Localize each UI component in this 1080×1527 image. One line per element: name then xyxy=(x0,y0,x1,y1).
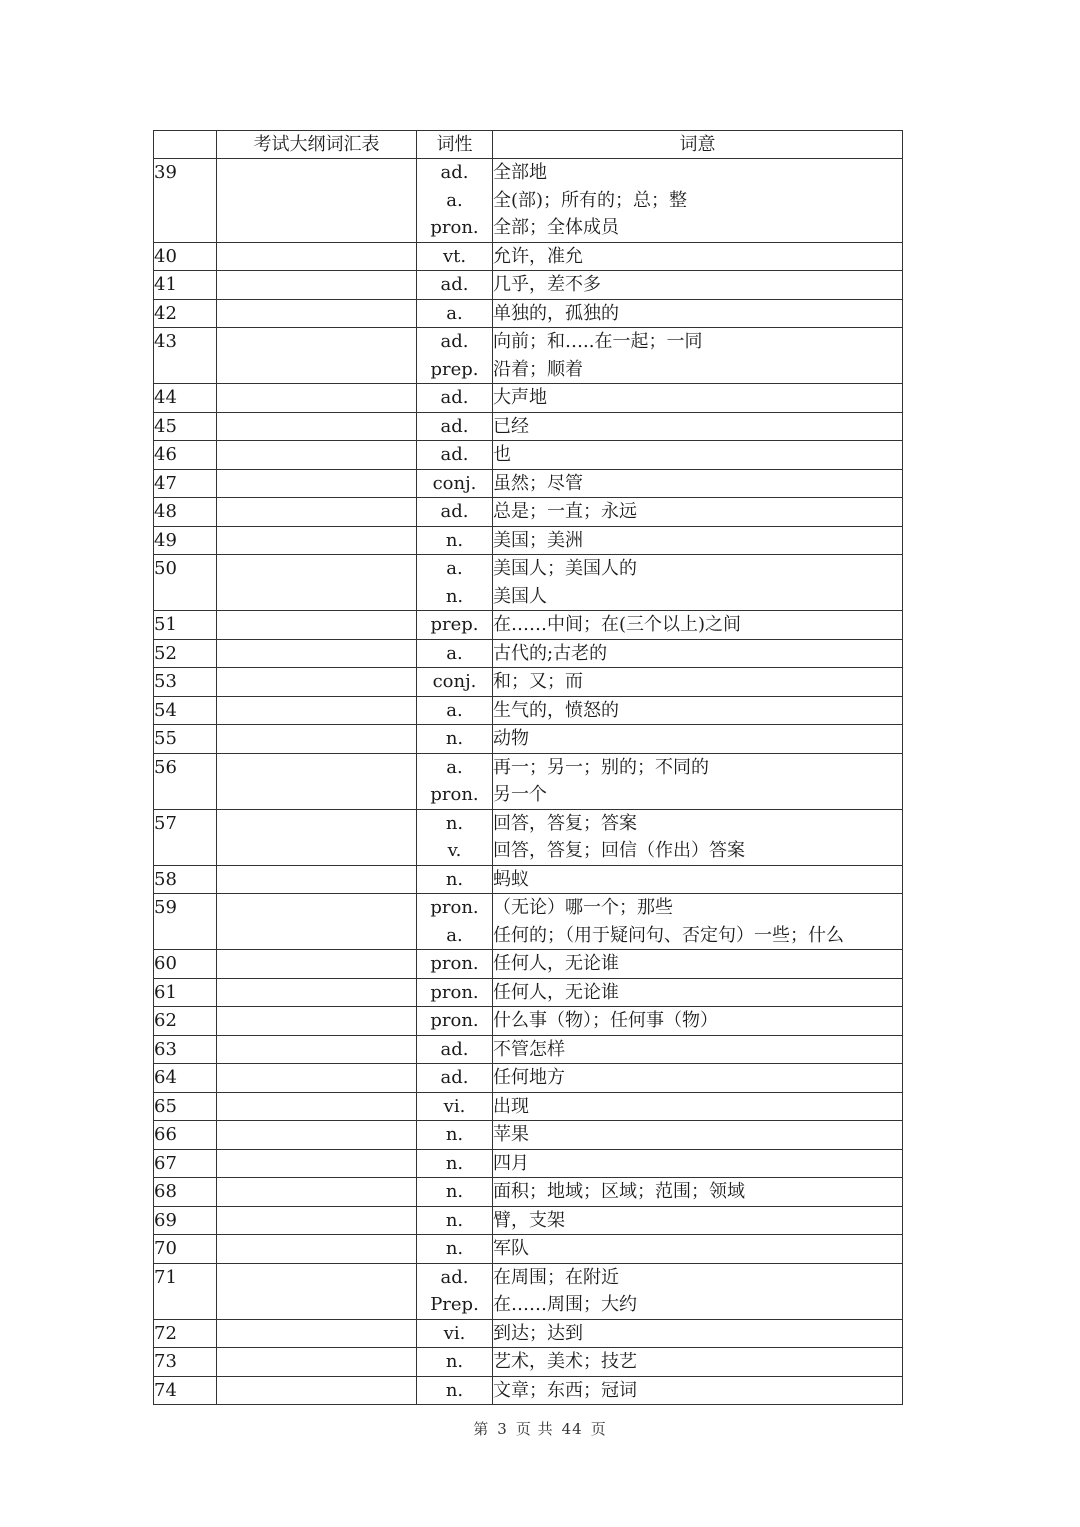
table-row xyxy=(154,271,903,300)
word-cell xyxy=(217,412,417,441)
pos-cell xyxy=(417,441,493,470)
word-cell xyxy=(217,555,417,611)
row-number: 47 xyxy=(154,469,217,498)
pos-label: vt. xyxy=(442,245,467,267)
pos-label: n. xyxy=(445,1181,464,1202)
meaning-text: 军队 xyxy=(493,1238,529,1259)
row-number: 73 xyxy=(154,1348,217,1377)
meaning-text: 文章；东西；冠词 xyxy=(493,1379,637,1401)
table-row xyxy=(154,1007,903,1036)
header-word-cell: 考试大纲词汇表 xyxy=(217,131,417,159)
row-number: 74 xyxy=(154,1376,217,1405)
pos-cell xyxy=(417,299,493,328)
meaning-cell xyxy=(493,384,903,413)
word-cell xyxy=(217,384,417,413)
pos-label: a. xyxy=(446,189,463,211)
meaning-text: 面积；地域；区域；范围；领域 xyxy=(493,1181,745,1202)
pos-label: n. xyxy=(445,1124,464,1145)
table-row xyxy=(154,753,903,809)
row-number: 45 xyxy=(154,412,217,441)
row-number: 50 xyxy=(154,555,217,611)
pos-cell xyxy=(417,1206,493,1235)
word-cell xyxy=(217,1376,417,1405)
meaning-cell xyxy=(493,1206,903,1235)
pos-label: n. xyxy=(445,1238,464,1259)
word-cell xyxy=(217,611,417,640)
meaning-cell xyxy=(493,498,903,527)
meaning-cell xyxy=(493,159,903,243)
meaning-cell xyxy=(493,1319,903,1348)
meaning-text: 回答，答复；回信（作出）答案 xyxy=(493,840,745,861)
row-number: 39 xyxy=(154,159,217,243)
meaning-text: 臂，支架 xyxy=(493,1209,565,1231)
pos-label: n. xyxy=(445,585,464,607)
pos-label: n. xyxy=(445,1152,464,1174)
meaning-text: 在……中间；在(三个以上)之间 xyxy=(493,614,742,635)
pos-cell xyxy=(417,639,493,668)
pos-label: n. xyxy=(445,868,464,890)
meaning-cell xyxy=(493,865,903,894)
pos-label: n. xyxy=(445,1379,464,1401)
meaning-text: 四月 xyxy=(493,1152,529,1174)
pos-label: prep. xyxy=(430,614,479,635)
word-cell xyxy=(217,328,417,384)
meaning-text: 允许，准允 xyxy=(493,245,583,267)
meaning-text: 全(部)；所有的；总；整 xyxy=(493,189,688,211)
meaning-text: 生气的，愤怒的 xyxy=(493,699,619,721)
row-number: 49 xyxy=(154,526,217,555)
meaning-cell xyxy=(493,526,903,555)
pos-cell xyxy=(417,753,493,809)
meaning-text: 古代的;古老的 xyxy=(493,642,608,664)
meaning-cell xyxy=(493,611,903,640)
meaning-text: （无论）哪一个；那些 xyxy=(493,897,673,918)
meaning-cell xyxy=(493,1149,903,1178)
table-row xyxy=(154,1348,903,1377)
meaning-text: 也 xyxy=(493,444,511,465)
meaning-text: 任何地方 xyxy=(493,1067,565,1088)
word-cell xyxy=(217,668,417,697)
row-number: 60 xyxy=(154,950,217,979)
word-cell xyxy=(217,1007,417,1036)
meaning-text: 在周围；在附近 xyxy=(493,1266,619,1288)
pos-cell xyxy=(417,865,493,894)
pos-cell xyxy=(417,1376,493,1405)
meaning-cell xyxy=(493,725,903,754)
meaning-text: 任何人，无论谁 xyxy=(493,981,619,1003)
pos-label: ad. xyxy=(440,444,469,465)
meaning-cell xyxy=(493,271,903,300)
table-row xyxy=(154,639,903,668)
meaning-text: 美国人 xyxy=(493,585,547,607)
table-row xyxy=(154,469,903,498)
table-row xyxy=(154,384,903,413)
pos-label: vi. xyxy=(443,1095,466,1117)
meaning-text: 和；又；而 xyxy=(493,671,583,692)
pos-label: a. xyxy=(446,699,463,721)
pos-label: pron. xyxy=(430,897,479,918)
table-row xyxy=(154,725,903,754)
footer-suffix: 页 xyxy=(590,1420,607,1438)
table-row xyxy=(154,1121,903,1150)
pos-label: ad. xyxy=(440,1067,469,1088)
word-cell xyxy=(217,809,417,865)
pos-cell xyxy=(417,555,493,611)
word-cell xyxy=(217,1235,417,1264)
meaning-text: 苹果 xyxy=(493,1124,529,1145)
pos-cell xyxy=(417,1263,493,1319)
pos-label: vi. xyxy=(443,1322,466,1344)
pos-cell xyxy=(417,1121,493,1150)
table-row xyxy=(154,242,903,271)
word-cell xyxy=(217,498,417,527)
table-row xyxy=(154,412,903,441)
pos-cell xyxy=(417,1064,493,1093)
pos-label: ad. xyxy=(440,387,469,408)
meaning-text: 在……周围；大约 xyxy=(493,1294,637,1315)
pos-label: pron. xyxy=(430,784,479,805)
word-cell xyxy=(217,1092,417,1121)
table-row xyxy=(154,668,903,697)
table-row xyxy=(154,865,903,894)
meaning-text: 不管怎样 xyxy=(493,1038,565,1060)
row-number: 71 xyxy=(154,1263,217,1319)
meaning-text: 沿着；顺着 xyxy=(493,358,583,380)
meaning-text: 美国；美洲 xyxy=(493,529,583,551)
word-cell xyxy=(217,950,417,979)
row-number: 68 xyxy=(154,1178,217,1207)
meaning-cell xyxy=(493,555,903,611)
table-row xyxy=(154,1263,903,1319)
row-number: 54 xyxy=(154,696,217,725)
vocabulary-sheet xyxy=(153,130,902,1405)
table-row xyxy=(154,1064,903,1093)
word-cell xyxy=(217,865,417,894)
pos-cell xyxy=(417,412,493,441)
word-cell xyxy=(217,696,417,725)
word-cell xyxy=(217,1035,417,1064)
row-number: 70 xyxy=(154,1235,217,1264)
pos-label: pron. xyxy=(430,981,479,1003)
row-number: 64 xyxy=(154,1064,217,1093)
meaning-text: 美国人；美国人的 xyxy=(493,558,637,579)
meaning-text: 另一个 xyxy=(493,784,547,805)
pos-cell xyxy=(417,696,493,725)
word-cell xyxy=(217,725,417,754)
meaning-text: 单独的，孤独的 xyxy=(493,302,619,324)
meaning-cell xyxy=(493,412,903,441)
word-cell xyxy=(217,753,417,809)
meaning-text: 总是；一直；永远 xyxy=(493,501,637,522)
pos-cell xyxy=(417,1149,493,1178)
meaning-cell xyxy=(493,978,903,1007)
word-cell xyxy=(217,639,417,668)
word-cell xyxy=(217,1348,417,1377)
word-cell xyxy=(217,526,417,555)
pos-cell xyxy=(417,498,493,527)
pos-label: a. xyxy=(446,756,463,778)
meaning-text: 再一；另一；别的；不同的 xyxy=(493,756,709,778)
pos-label: ad. xyxy=(440,501,469,522)
footer-prefix: 第 xyxy=(473,1420,490,1438)
meaning-cell xyxy=(493,1235,903,1264)
pos-label: a. xyxy=(446,558,463,579)
meaning-text: 什么事（物）；任何事（物） xyxy=(493,1010,718,1031)
pos-cell xyxy=(417,894,493,950)
meaning-cell xyxy=(493,242,903,271)
word-cell xyxy=(217,1263,417,1319)
pos-label: a. xyxy=(446,924,463,946)
footer-mid: 页 共 xyxy=(515,1420,554,1438)
meaning-cell xyxy=(493,441,903,470)
meaning-cell xyxy=(493,668,903,697)
pos-cell xyxy=(417,978,493,1007)
table-row xyxy=(154,978,903,1007)
page-footer xyxy=(0,1418,1080,1439)
row-number: 69 xyxy=(154,1206,217,1235)
row-number: 63 xyxy=(154,1035,217,1064)
pos-cell xyxy=(417,668,493,697)
pos-label: pron. xyxy=(430,1010,479,1031)
table-row xyxy=(154,1319,903,1348)
word-cell xyxy=(217,894,417,950)
word-cell xyxy=(217,1206,417,1235)
meaning-cell xyxy=(493,1263,903,1319)
row-number: 61 xyxy=(154,978,217,1007)
meaning-cell xyxy=(493,894,903,950)
pos-cell xyxy=(417,1235,493,1264)
pos-cell xyxy=(417,1319,493,1348)
pos-label: v. xyxy=(447,840,462,861)
pos-cell xyxy=(417,469,493,498)
word-cell xyxy=(217,242,417,271)
row-number: 72 xyxy=(154,1319,217,1348)
meaning-cell xyxy=(493,1064,903,1093)
word-cell xyxy=(217,978,417,1007)
pos-label: a. xyxy=(446,302,463,324)
meaning-text: 全部地 xyxy=(493,162,547,183)
table-row xyxy=(154,1206,903,1235)
table-row xyxy=(154,950,903,979)
pos-label: prep. xyxy=(430,358,479,380)
word-cell xyxy=(217,1064,417,1093)
meaning-text: 动物 xyxy=(493,728,529,749)
word-cell xyxy=(217,469,417,498)
row-number: 42 xyxy=(154,299,217,328)
row-number: 55 xyxy=(154,725,217,754)
row-number: 65 xyxy=(154,1092,217,1121)
meaning-cell xyxy=(493,1092,903,1121)
pos-label: n. xyxy=(445,529,464,551)
meaning-cell xyxy=(493,696,903,725)
meaning-cell xyxy=(493,809,903,865)
word-cell xyxy=(217,1319,417,1348)
pos-label: n. xyxy=(445,728,464,749)
meaning-text: 到达；达到 xyxy=(493,1322,583,1344)
table-row xyxy=(154,611,903,640)
table-row xyxy=(154,159,903,243)
pos-label: n. xyxy=(445,1209,464,1231)
table-row xyxy=(154,328,903,384)
row-number: 62 xyxy=(154,1007,217,1036)
table-row xyxy=(154,441,903,470)
pos-label: ad. xyxy=(440,274,469,295)
pos-cell xyxy=(417,1035,493,1064)
table-row xyxy=(154,1149,903,1178)
pos-label: ad. xyxy=(440,162,469,183)
table-row xyxy=(154,555,903,611)
row-number: 53 xyxy=(154,668,217,697)
meaning-text: 出现 xyxy=(493,1095,529,1117)
row-number: 66 xyxy=(154,1121,217,1150)
pos-cell xyxy=(417,725,493,754)
table-row xyxy=(154,696,903,725)
meaning-cell xyxy=(493,1376,903,1405)
row-number: 44 xyxy=(154,384,217,413)
vocabulary-table xyxy=(153,130,903,1405)
word-cell xyxy=(217,159,417,243)
pos-label: Prep. xyxy=(430,1294,479,1315)
table-row xyxy=(154,809,903,865)
meaning-cell xyxy=(493,1348,903,1377)
pos-label: ad. xyxy=(440,331,469,352)
row-number: 59 xyxy=(154,894,217,950)
row-number: 67 xyxy=(154,1149,217,1178)
row-number: 43 xyxy=(154,328,217,384)
meaning-text: 艺术，美术；技艺 xyxy=(493,1351,637,1372)
table-row xyxy=(154,299,903,328)
meaning-text: 全部；全体成员 xyxy=(493,217,619,238)
word-cell xyxy=(217,1178,417,1207)
meaning-text: 已经 xyxy=(493,415,529,437)
footer-page-number: 3 xyxy=(497,1420,508,1438)
word-cell xyxy=(217,271,417,300)
table-row xyxy=(154,1092,903,1121)
pos-label: n. xyxy=(445,1351,464,1372)
pos-cell xyxy=(417,1092,493,1121)
meaning-text: 虽然；尽管 xyxy=(493,472,583,494)
row-number: 41 xyxy=(154,271,217,300)
footer-total-pages: 44 xyxy=(561,1420,583,1438)
table-row xyxy=(154,1178,903,1207)
meaning-cell xyxy=(493,1121,903,1150)
pos-cell xyxy=(417,384,493,413)
meaning-cell xyxy=(493,1007,903,1036)
pos-cell xyxy=(417,328,493,384)
header-number-cell xyxy=(154,131,217,159)
pos-cell xyxy=(417,950,493,979)
meaning-text: 蚂蚁 xyxy=(493,868,529,890)
table-row xyxy=(154,894,903,950)
row-number: 57 xyxy=(154,809,217,865)
meaning-text: 任何人，无论谁 xyxy=(493,953,619,974)
meaning-cell xyxy=(493,299,903,328)
meaning-cell xyxy=(493,753,903,809)
row-number: 52 xyxy=(154,639,217,668)
row-number: 48 xyxy=(154,498,217,527)
row-number: 56 xyxy=(154,753,217,809)
table-row xyxy=(154,1035,903,1064)
table-row xyxy=(154,1235,903,1264)
row-number: 51 xyxy=(154,611,217,640)
header-meaning-cell: 词意 xyxy=(493,131,903,159)
word-cell xyxy=(217,441,417,470)
pos-label: pron. xyxy=(430,953,479,974)
pos-label: pron. xyxy=(430,217,479,238)
vocabulary-rows xyxy=(154,159,903,1405)
pos-cell xyxy=(417,809,493,865)
pos-cell xyxy=(417,159,493,243)
pos-label: conj. xyxy=(432,671,477,692)
meaning-text: 大声地 xyxy=(493,387,547,408)
meaning-cell xyxy=(493,469,903,498)
meaning-cell xyxy=(493,1178,903,1207)
pos-label: n. xyxy=(445,812,464,834)
pos-cell xyxy=(417,1007,493,1036)
meaning-cell xyxy=(493,328,903,384)
row-number: 40 xyxy=(154,242,217,271)
pos-label: a. xyxy=(446,642,463,664)
pos-label: ad. xyxy=(440,1038,469,1060)
meaning-cell xyxy=(493,950,903,979)
row-number: 46 xyxy=(154,441,217,470)
meaning-text: 任何的；（用于疑问句、否定句）一些；什么 xyxy=(493,924,844,946)
meaning-text: 回答，答复；答案 xyxy=(493,812,637,834)
table-row xyxy=(154,1376,903,1405)
table-row xyxy=(154,526,903,555)
meaning-cell xyxy=(493,639,903,668)
pos-cell xyxy=(417,1348,493,1377)
table-row xyxy=(154,498,903,527)
pos-cell xyxy=(417,611,493,640)
pos-label: ad. xyxy=(440,1266,469,1288)
meaning-text: 向前；和…..在一起；一同 xyxy=(493,331,703,352)
row-number: 58 xyxy=(154,865,217,894)
word-cell xyxy=(217,299,417,328)
header-pos-cell: 词性 xyxy=(417,131,493,159)
pos-cell xyxy=(417,1178,493,1207)
meaning-cell xyxy=(493,1035,903,1064)
word-cell xyxy=(217,1149,417,1178)
pos-label: conj. xyxy=(432,472,477,494)
pos-cell xyxy=(417,526,493,555)
pos-cell xyxy=(417,242,493,271)
table-header-row xyxy=(154,131,903,159)
meaning-text: 几乎，差不多 xyxy=(493,274,601,295)
pos-label: ad. xyxy=(440,415,469,437)
pos-cell xyxy=(417,271,493,300)
word-cell xyxy=(217,1121,417,1150)
